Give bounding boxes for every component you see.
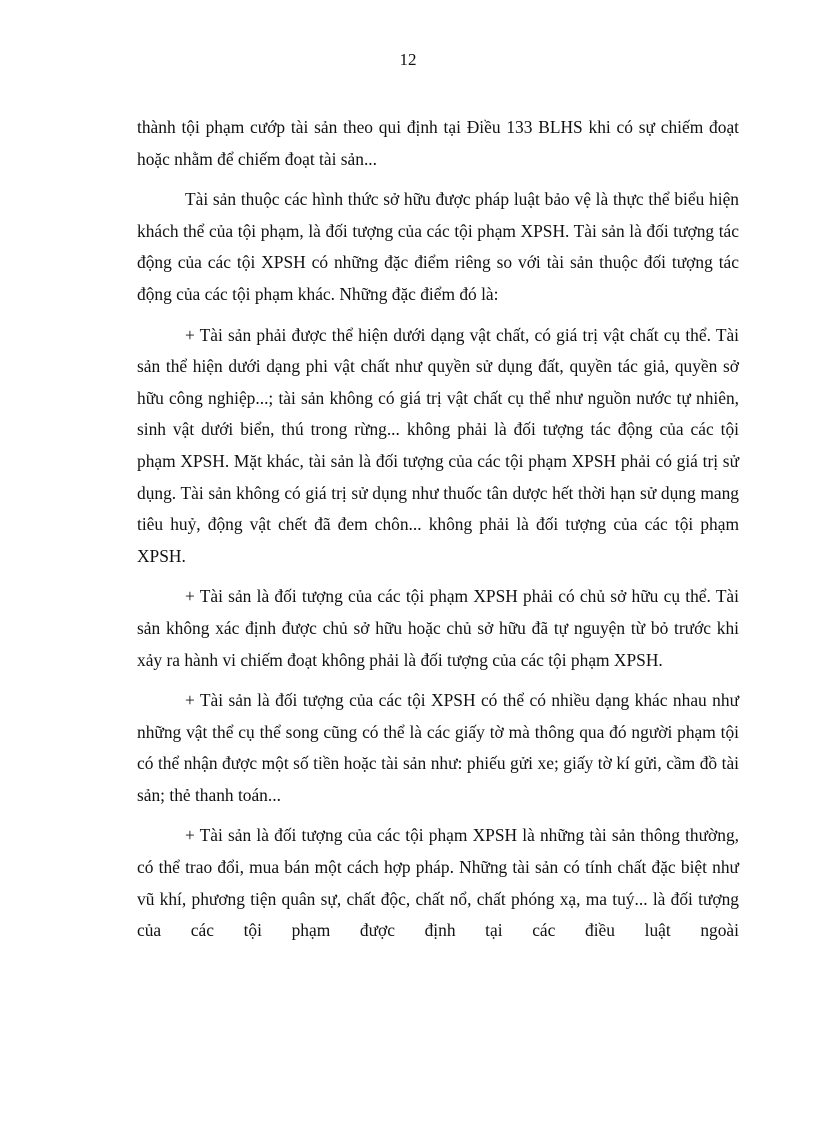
document-body [137, 112, 739, 956]
page-number: 12 [399, 50, 417, 69]
paragraph-ordinary-property: + Tài sản là đối tượng của các tội phạm XPSH là những tài sản thông thường, có thể trao đổi, mua bán một cách hợp pháp. Những tài sản có tính chất đặc biệt như vũ khí, phương tiện quân sự, chất độc, chất nổ, chất phóng xạ, ma tuý... là đối tượng của các tội phạm được định tại các điều luật ngoài [137, 825, 739, 941]
paragraph-various-forms: + Tài sản là đối tượng của các tội XPSH có thể có nhiều dạng khác nhau như những vật thể cụ thể song cũng có thể là các giấy tờ mà thông qua đó người phạm tội có thể nhận được một số tiền hoặc tài sản như: phiếu gửi xe; giấy tờ kí gửi, cầm đồ tài sản; thẻ thanh toán... [137, 690, 739, 805]
paragraph-material-value: + Tài sản phải được thể hiện dưới dạng vật chất, có giá trị vật chất cụ thể. Tài sản thể hiện dưới dạng phi vật chất như quyền sử dụng đất, quyền tác giả, quyền sở hữu công nghiệp...; tài sản không có giá trị vật chất cụ thể như nguồn nước tự nhiên, sinh vật dưới biển, thú trong rừng... không phải là đối tượng tác động của các tội phạm XPSH. Mặt khác, tài sản là đối tượng của các tội phạm XPSH phải có giá trị sử dụng. Tài sản không có giá trị sử dụng như thuốc tân dược hết thời hạn sử dụng mang tiêu huỷ, động vật chết đã đem chôn... không phải là đối tượng của các tội phạm XPSH. [137, 324, 739, 566]
paragraph-continuation: thành tội phạm cướp tài sản theo qui định tại Điều 133 BLHS khi có sự chiếm đoạt hoặc nhằm để chiếm đoạt tài sản... [137, 117, 739, 169]
paragraph-property-overview: Tài sản thuộc các hình thức sở hữu được pháp luật bảo vệ là thực thể biểu hiện khách thể của tội phạm, là đối tượng của các tội phạm XPSH. Tài sản là đối tượng tác động của các tội XPSH có những đặc điểm riêng so với tài sản thuộc đối tượng tác động của các tội phạm khác. Những đặc điểm đó là: [137, 189, 739, 304]
paragraph-specific-owner: + Tài sản là đối tượng của các tội phạm XPSH phải có chủ sở hữu cụ thể. Tài sản không xác định được chủ sở hữu hoặc chủ sở hữu đã tự nguyện từ bỏ trước khi xảy ra hành vi chiếm đoạt không phải là đối tượng của các tội phạm XPSH. [137, 586, 739, 670]
